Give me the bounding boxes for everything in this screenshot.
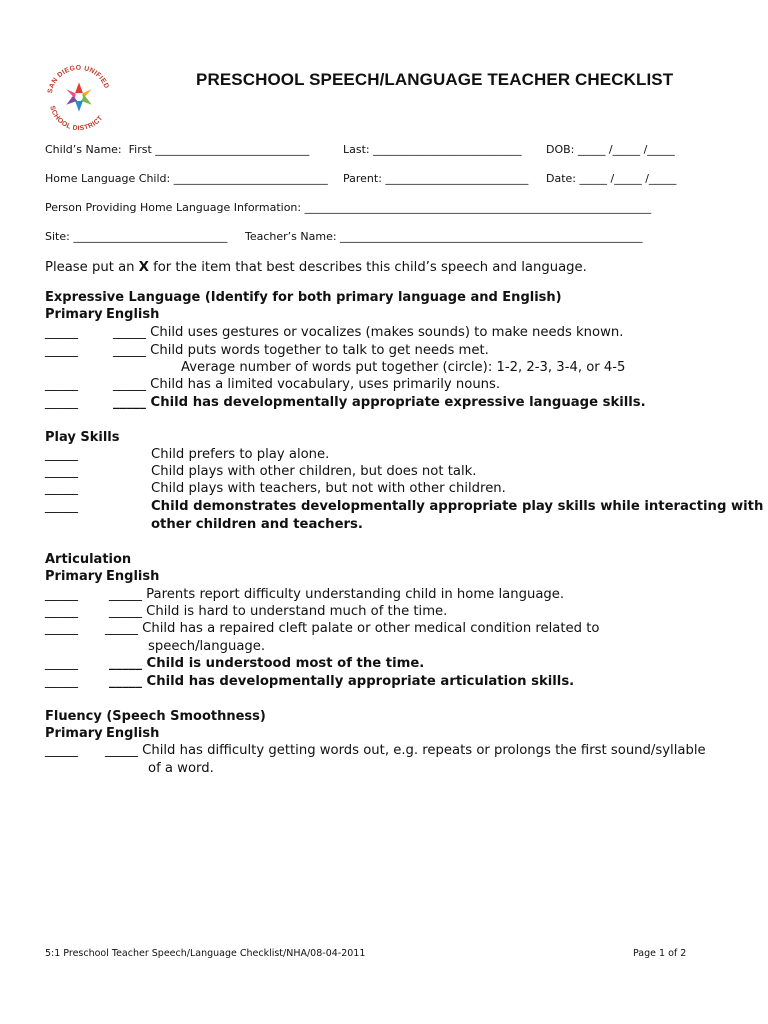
checklist-subitem: Average number of words put together (circle): 1-2, 2-3, 3-4, or 4-5	[181, 360, 626, 375]
checklist-item[interactable]: _____ Child is understood most of the time.	[109, 656, 425, 671]
instructions: Please put an X for the item that best describes this child’s speech and language.	[45, 260, 587, 275]
checklist-item[interactable]: _____ Child has a repaired cleft palate or other medical condition related to	[105, 621, 600, 636]
checkbox-blank[interactable]: _____	[45, 587, 78, 602]
play-heading: Play Skills	[45, 430, 120, 445]
checklist-item[interactable]: Child plays with other children, but does not talk.	[151, 464, 477, 479]
checkbox-blank[interactable]: _____	[45, 325, 78, 340]
checklist-item[interactable]: _____ Parents report difficulty understanding child in home language.	[109, 587, 565, 602]
checklist-item[interactable]: Child prefers to play alone.	[151, 447, 330, 462]
checklist-item[interactable]: _____ Child uses gestures or vocalizes (makes sounds) to make needs known.	[113, 325, 624, 340]
checkbox-blank[interactable]: _____	[45, 464, 78, 479]
teacher-name-field[interactable]: Teacher’s Name: _______________________________________________________	[245, 230, 643, 243]
logo-star-icon	[66, 82, 91, 111]
home-language-field[interactable]: Home Language Child: ____________________________	[45, 172, 328, 185]
checklist-item[interactable]: _____ Child has developmentally appropriate articulation skills.	[109, 674, 575, 689]
checkbox-blank[interactable]: _____	[45, 447, 78, 462]
person-providing-field[interactable]: Person Providing Home Language Information: _______________________________________________________________	[45, 201, 652, 214]
document-title: PRESCHOOL SPEECH/LANGUAGE TEACHER CHECKLIST	[196, 70, 674, 89]
checklist-item[interactable]: _____ Child has developmentally appropriate expressive language skills.	[113, 395, 646, 410]
checklist-item[interactable]: _____ Child is hard to understand much of the time.	[109, 604, 448, 619]
checkbox-blank[interactable]: _____	[45, 604, 78, 619]
articulation-col-primary: Primary	[45, 569, 103, 584]
site-field[interactable]: Site: ____________________________	[45, 230, 228, 243]
svg-text:SCHOOL DISTRICT	[48, 105, 105, 132]
child-name-field[interactable]: Child’s Name: First ____________________________	[45, 143, 310, 156]
logo-ring-text-bottom: SCHOOL DISTRICT	[48, 105, 105, 133]
checkbox-blank[interactable]: _____	[45, 343, 78, 358]
checklist-item-continued: speech/language.	[148, 639, 266, 654]
footer-document-id: 5:1 Preschool Teacher Speech/Language Checklist/NHA/08-04-2011	[45, 948, 366, 959]
logo-ring-text-top: SAN DIEGO UNIFIED	[46, 64, 110, 95]
checkbox-blank[interactable]: _____	[45, 377, 78, 392]
checklist-item[interactable]: Child plays with teachers, but not with other children.	[151, 481, 506, 496]
date-field[interactable]: Date: _____ /_____ /_____	[546, 172, 677, 185]
checkbox-blank[interactable]: _____	[45, 656, 78, 671]
parent-field[interactable]: Parent: __________________________	[343, 172, 529, 185]
checklist-item[interactable]: _____ Child has a limited vocabulary, uses primarily nouns.	[113, 377, 501, 392]
footer-page-number: Page 1 of 2	[633, 948, 687, 959]
checklist-item-continued: of a word.	[148, 761, 214, 776]
checklist-item[interactable]: Child demonstrates developmentally appropriate play skills while interacting with	[151, 499, 764, 514]
checkbox-blank[interactable]: _____	[45, 674, 78, 689]
fluency-heading: Fluency (Speech Smoothness)	[45, 709, 266, 724]
checklist-item-continued: other children and teachers.	[151, 517, 363, 532]
fluency-col-english: English	[106, 726, 160, 741]
articulation-col-english: English	[106, 569, 160, 584]
checkbox-blank[interactable]: _____	[45, 621, 78, 636]
articulation-heading: Articulation	[45, 552, 132, 567]
checkbox-blank[interactable]: _____	[45, 499, 78, 514]
checkbox-blank[interactable]: _____	[45, 395, 78, 410]
fluency-col-primary: Primary	[45, 726, 103, 741]
last-name-field[interactable]: Last: ___________________________	[343, 143, 522, 156]
checkbox-blank[interactable]: _____	[45, 743, 78, 758]
expressive-heading: Expressive Language (Identify for both primary language and English)	[45, 290, 562, 305]
dob-field[interactable]: DOB: _____ /_____ /_____	[546, 143, 675, 156]
checklist-item[interactable]: _____ Child has difficulty getting words out, e.g. repeats or prolongs the first sound/syllable	[105, 743, 706, 758]
expressive-col-english: English	[106, 307, 160, 322]
district-logo	[40, 58, 118, 136]
checkbox-blank[interactable]: _____	[45, 481, 78, 496]
expressive-col-primary: Primary	[45, 307, 103, 322]
checklist-item[interactable]: _____ Child puts words together to talk to get needs met.	[113, 343, 489, 358]
